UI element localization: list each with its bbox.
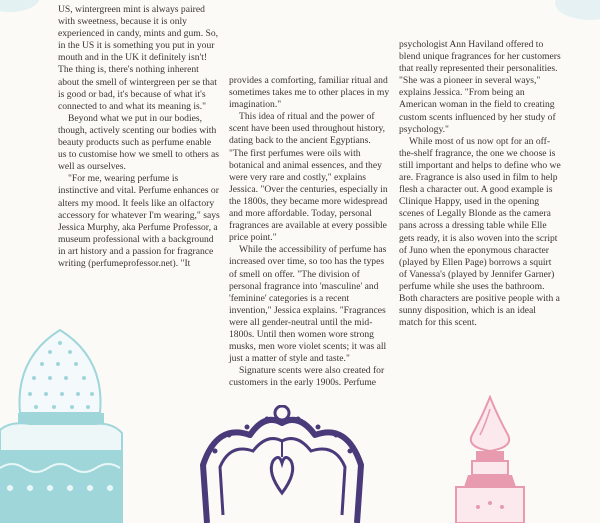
paragraph: While most of us now opt for an off-the-shelf fragrance, the one we choose is still important and helps to define who we are. Fragrance is also used in film to help flesh a character out. A good example is Clinique Happy, used in the opening scenes of Legally Blonde as the camera pans across a dressing table while Elle gets ready, it is also woven into the script of Juno when the eponymous character (played by Ellen Page) borrows a squirt of Vanessa's (played by Jennifer Garner) perfume while she uses the bathroom. Both characters are positive people with a sunny disposition, which is an ideal match for this scent. [399,135,561,329]
perfume-bottle-blue-icon [0,318,150,523]
watercolor-blob-top-right [555,0,600,20]
paragraph: "For me, wearing perfume is instinctive and vital. Perfume enhances or alters my mood. It feels like an olfactory accessory for whatever I'm wearing," says Jessica Murphy, aka Perfume Professor, a museum professional with a background in art history and a passion for fragrance writing (perfumeprofessor.net). "It [58,173,220,269]
crown-lid-icon [195,405,370,523]
article-column-1 [58,4,220,270]
paragraph: This idea of ritual and the power of scent have been used throughout history, dating back to the ancient Egyptians. "The first perfumes were oils with botanical and animal essences, and they were very rare and costly," explains Jessica. "Over the centuries, especially in the 1800s, they became more widespread and more affordable. Today, personal fragrances are available at every possible price point." [229,111,388,244]
paragraph: Signature scents were also created for customers in the early 1900s. Perfume [229,365,385,389]
paragraph: provides a comforting, familiar ritual and sometimes takes me to other places in my imagination." [229,75,390,111]
article-column-3 [399,39,561,329]
paragraph: US, wintergreen mint is always paired with sweetness, because it is only experienced in candy, mints and gum. So, in the US it is something you put in your mouth and in the UK it definitely isn't! The thing is, there's nothing inherent about the smell of wintergreen per se that is good or bad, it's because of what it's connected to and what its meaning is." [58,4,219,112]
perfume-bottle-pink-icon [430,395,550,523]
article-column-2 [229,75,391,389]
paragraph: While the accessibility of perfume has increased over time, so too has the types of smell on offer. "The division of personal fragrance into 'masculine' and 'feminine' categories is a recent invention," Jessica explains. "Fragrances were all gender-neutral until the mid-1800s. Until then women wore strong musks, men wore violet scents; it was all just a matter of style and taste." [229,244,387,365]
paragraph: psychologist Ann Haviland offered to blend unique fragrances for her customers that really represented their personalities. "She was a pioneer in several ways," explains Jessica. "From being an American woman in the field to creating custom scents influenced by her study of psychology." [399,39,561,135]
watercolor-blob-top-left [0,0,40,12]
paragraph: Beyond what we put in our bodies, though, actively scenting our bodies with beauty products such as perfume enable us to customise how we smell to others as well as ourselves. [58,112,219,173]
